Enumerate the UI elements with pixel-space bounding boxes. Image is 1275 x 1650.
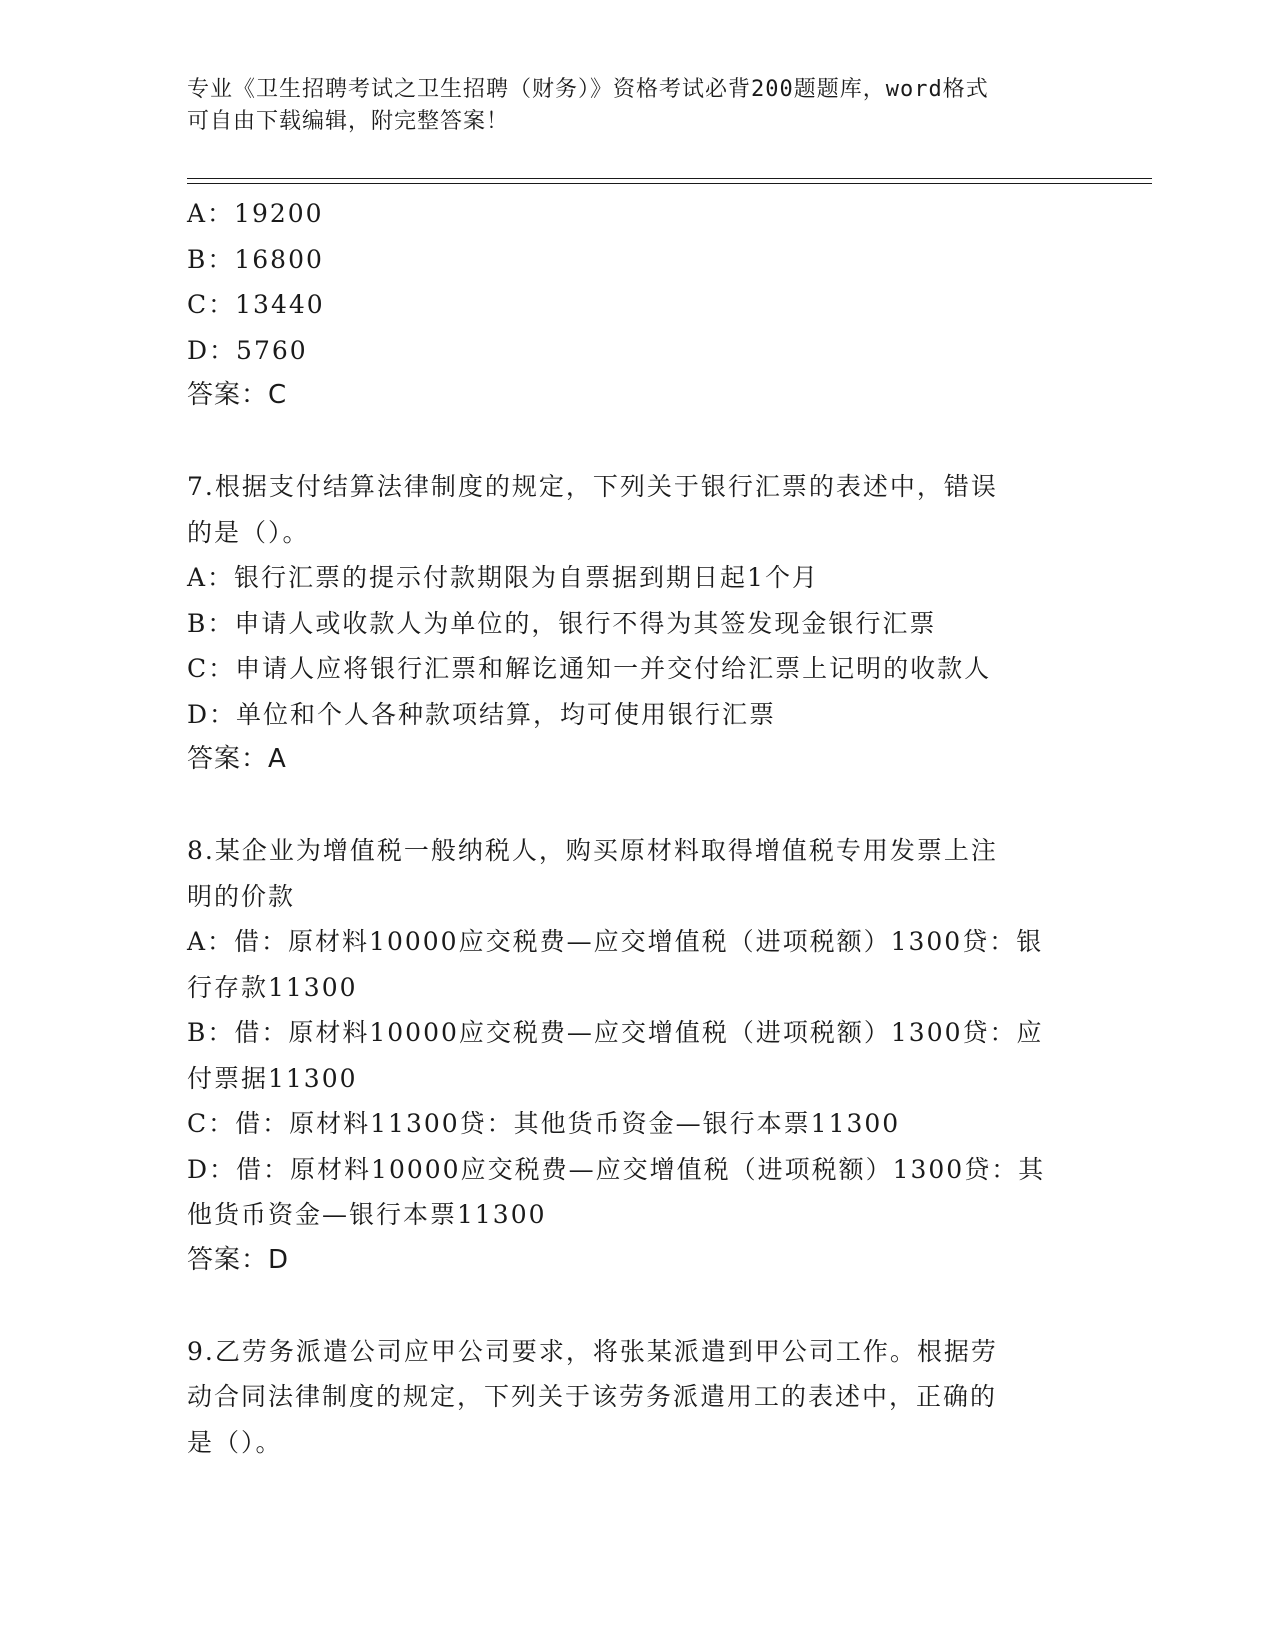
page-header bbox=[187, 74, 1067, 138]
header-divider bbox=[187, 178, 1152, 184]
option-d-continued: 他货币资金—银行本票11300 bbox=[187, 1200, 547, 1229]
option-a: A：银行汇票的提示付款期限为自票据到期日起1个月 bbox=[187, 563, 819, 592]
option-c: C：借：原材料11300贷：其他货币资金—银行本票11300 bbox=[187, 1109, 901, 1138]
question-9 bbox=[187, 1329, 1087, 1466]
question-stem: 8.某企业为增值税一般纳税人，购买原材料取得增值税专用发票上注 bbox=[187, 836, 998, 865]
spacer bbox=[187, 783, 1087, 829]
question-content bbox=[187, 191, 1087, 1465]
question-stem: 的是（）。 bbox=[187, 517, 310, 547]
question-stem: 明的价款 bbox=[187, 881, 296, 911]
answer: 答案：C bbox=[187, 380, 288, 410]
option-a: A：19200 bbox=[187, 199, 324, 228]
header-line: 可自由下载编辑，附完整答案！ bbox=[187, 109, 510, 134]
question-7 bbox=[187, 464, 1087, 783]
option-d: D：5760 bbox=[187, 335, 308, 365]
question-stem: 动合同法律制度的规定，下列关于该劳务派遣用工的表述中，正确的 bbox=[187, 1382, 998, 1411]
spacer bbox=[187, 419, 1087, 465]
question-stem: 9.乙劳务派遣公司应甲公司要求，将张某派遣到甲公司工作。根据劳 bbox=[187, 1336, 998, 1366]
option-c: C：申请人应将银行汇票和解讫通知一并交付给汇票上记明的收款人 bbox=[187, 654, 992, 683]
option-b: B：16800 bbox=[187, 244, 324, 274]
option-d: D：借：原材料10000应交税费—应交增值税（进项税额）1300贷：其 bbox=[187, 1154, 1046, 1184]
question-stem: 7.根据支付结算法律制度的规定，下列关于银行汇票的表述中，错误 bbox=[187, 472, 998, 501]
question-6 bbox=[187, 191, 1087, 419]
spacer bbox=[187, 1283, 1087, 1329]
answer: 答案：A bbox=[187, 744, 287, 774]
option-b: B：借：原材料10000应交税费—应交增值税（进项税额）1300贷：应 bbox=[187, 1018, 1044, 1047]
option-d: D：单位和个人各种款项结算，均可使用银行汇票 bbox=[187, 699, 777, 729]
option-a-continued: 行存款11300 bbox=[187, 972, 358, 1002]
header-line: 专业《卫生招聘考试之卫生招聘（财务）》资格考试必背200题题库，word格式 bbox=[187, 77, 989, 102]
question-8 bbox=[187, 828, 1087, 1283]
option-c: C：13440 bbox=[187, 290, 325, 319]
option-a: A：借：原材料10000应交税费—应交增值税（进项税额）1300贷：银 bbox=[187, 927, 1044, 956]
option-b-continued: 付票据11300 bbox=[187, 1063, 358, 1093]
answer: 答案：D bbox=[187, 1244, 290, 1275]
option-b: B：申请人或收款人为单位的，银行不得为其签发现金银行汇票 bbox=[187, 608, 937, 638]
question-stem: 是（）。 bbox=[187, 1427, 283, 1457]
